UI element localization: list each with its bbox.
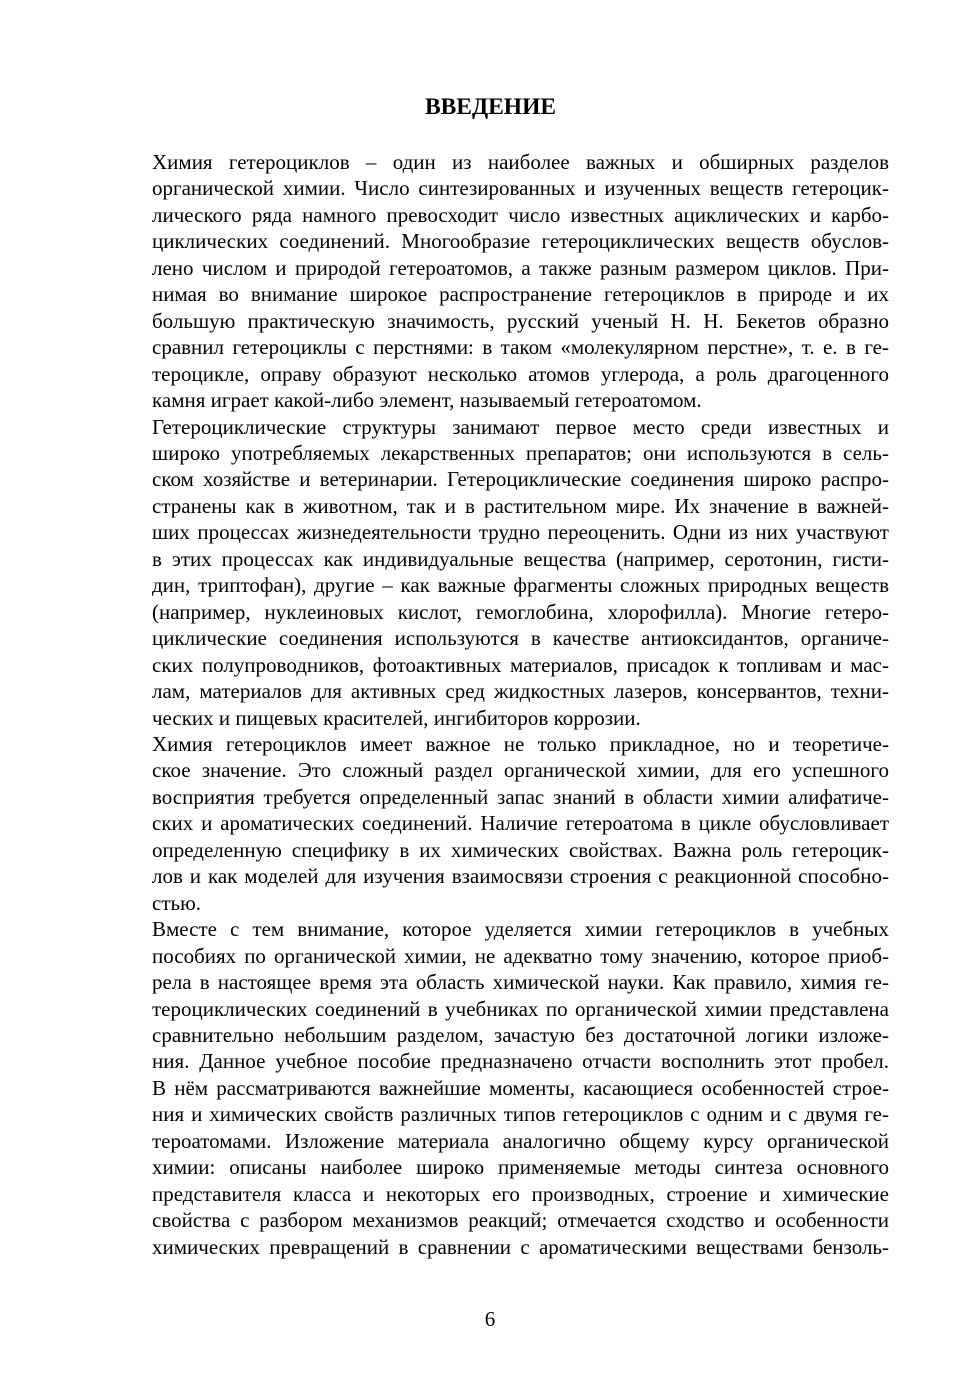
body-text <box>92 149 889 1260</box>
text-line: нимая во внимание широкое распространение гетероциклов в природе и их <box>152 282 889 307</box>
text-line: ском хозяйстве и ветеринарии. Гетероциклические соединения широко распро- <box>152 467 889 492</box>
paragraph <box>92 916 889 1260</box>
text-line: лов и как моделей для изучения взаимосвязи строения с реакционной способно- <box>152 864 889 889</box>
text-line: тероцикле, оправу образуют несколько атомов углерода, а роль драгоценного <box>152 361 889 386</box>
text-line: ских полупроводников, фотоактивных материалов, присадок к топливам и мас- <box>152 652 889 677</box>
text-line: широко употребляемых лекарственных препаратов; они используются в сель- <box>152 440 889 465</box>
text-line: лического ряда намного превосходит число известных ациклических и карбо- <box>152 202 889 227</box>
text-line: ское значение. Это сложный раздел органической химии, для его успешного <box>152 758 889 783</box>
text-line: лам, материалов для активных сред жидкостных лазеров, консервантов, техни- <box>152 679 889 704</box>
text-line: представителя класса и некоторых его производных, строение и химические <box>152 1181 889 1206</box>
text-line: тероатомами. Изложение материала аналогично общему курсу органической <box>152 1128 889 1153</box>
text-line: рела в настоящее время эта область химической науки. Как правило, химия ге- <box>152 970 889 995</box>
text-line: химии: описаны наиболее широко применяемые методы синтеза основного <box>152 1155 889 1180</box>
text-line: дин, триптофан), другие – как важные фрагменты сложных природных веществ <box>152 573 889 598</box>
text-line: органической химии. Число синтезированных и изученных веществ гетероцик- <box>152 176 889 201</box>
text-line: пособиях по органической химии, не адекватно тому значению, которое приоб- <box>152 943 889 968</box>
text-line: сравнил гетероциклы с перстнями: в таком «молекулярном перстне», т. е. в ге- <box>152 335 889 360</box>
text-line: В нём рассматриваются важнейшие моменты, касающиеся особенностей строе- <box>152 1075 889 1100</box>
paragraph <box>92 149 889 414</box>
text-line: ческих и пищевых красителей, ингибиторов коррозии. <box>152 705 641 730</box>
text-line: большую практическую значимость, русский ученый Н. Н. Бекетов образно <box>152 308 889 333</box>
paragraph <box>92 414 889 731</box>
text-line: циклические соединения используются в качестве антиоксидантов, органиче- <box>152 626 889 651</box>
text-line: камня играет какой-либо элемент, называемый гетероатомом. <box>152 388 702 413</box>
text-line: странены как в животном, так и в растительном мире. Их значение в важней- <box>152 493 889 518</box>
text-line: стью. <box>152 890 202 915</box>
text-line: ния и химических свойств различных типов гетероциклов с одним и с двумя ге- <box>152 1102 889 1127</box>
paragraph <box>92 731 889 916</box>
text-line: тероциклических соединений в учебниках по органической химии представлена <box>152 996 889 1021</box>
text-line: химических превращений в сравнении с ароматическими веществами бензоль- <box>152 1234 889 1259</box>
text-line: Гетероциклические структуры занимают первое место среди известных и <box>152 414 889 439</box>
text-line: в этих процессах как индивидуальные вещества (например, серотонин, гисти- <box>152 546 889 571</box>
text-line: ских и ароматических соединений. Наличие гетероатома в цикле обусловливает <box>152 811 889 836</box>
text-line: Химия гетероциклов – один из наиболее важных и обширных разделов <box>152 150 889 174</box>
text-line: сравнительно небольшим разделом, зачастую без достаточной логики изложе- <box>152 1022 889 1047</box>
text-line: Вместе с тем внимание, которое уделяется химии гетероциклов в учебных <box>152 917 889 942</box>
text-line: ших процессах жизнедеятельности трудно переоценить. Одни из них участвуют <box>152 520 889 545</box>
document-page <box>92 92 889 1260</box>
text-line: (например, нуклеиновых кислот, гемоглобина, хлорофилла). Многие гетеро- <box>152 599 889 624</box>
text-line: ния. Данное учебное пособие предназначено отчасти восполнить этот пробел. <box>152 1049 889 1074</box>
text-line: Химия гетероциклов имеет важное не только прикладное, но и теоретиче- <box>152 731 889 756</box>
text-line: циклических соединений. Многообразие гетероциклических веществ обуслов- <box>152 229 889 254</box>
page-number: 6 <box>484 1307 496 1331</box>
page-title: ВВЕДЕНИЕ <box>424 94 557 120</box>
text-line: восприятия требуется определенный запас знаний в области химии алифатиче- <box>152 784 889 809</box>
text-line: лено числом и природой гетероатомов, а также разным размером циклов. При- <box>152 255 889 280</box>
text-line: свойства с разбором механизмов реакций; отмечается сходство и особенности <box>152 1208 889 1233</box>
text-line: определенную специфику в их химических свойствах. Важна роль гетероцик- <box>152 837 889 862</box>
